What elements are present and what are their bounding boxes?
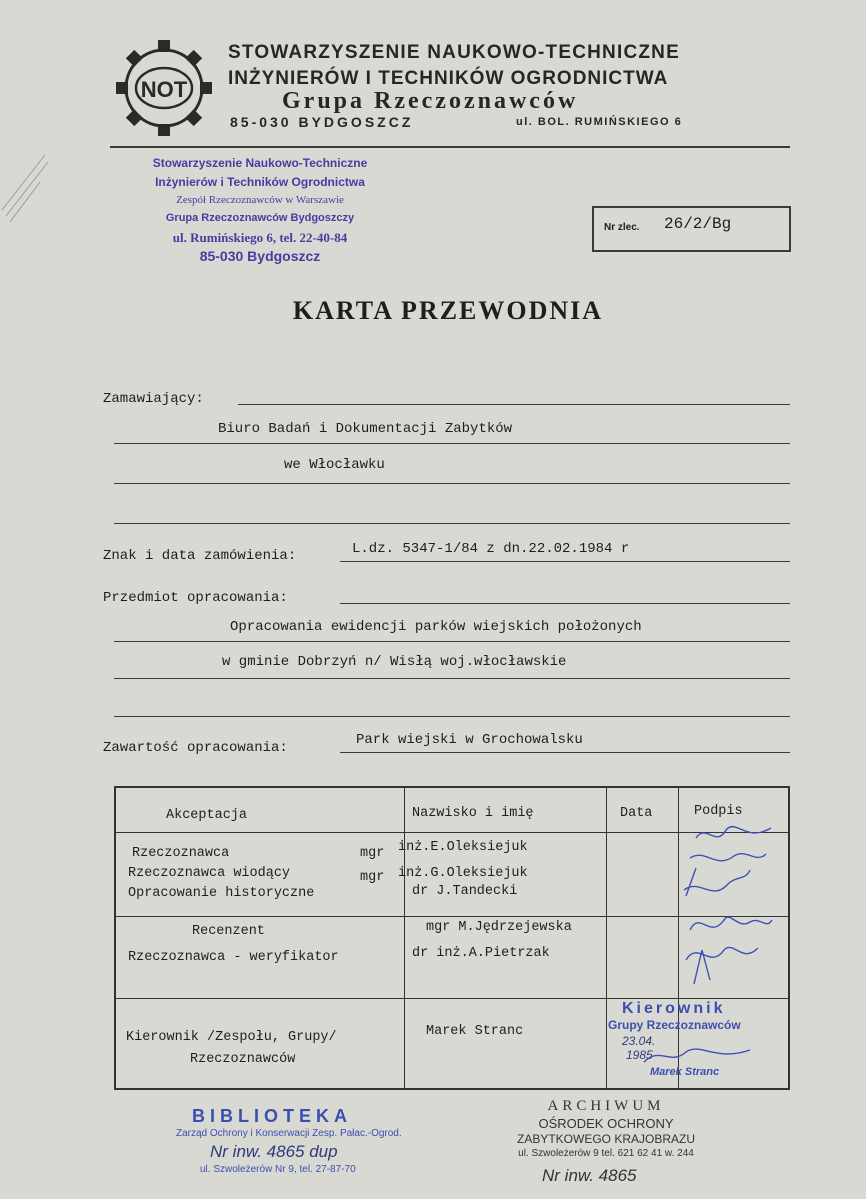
subject-label: Przedmiot opracowania:: [103, 590, 288, 606]
archive-stamp-line2: OŚRODEK OCHRONY: [538, 1116, 674, 1131]
stamp-line2: Inżynierów i Techników Ogrodnictwa: [155, 175, 365, 189]
manager-stamp-title: Kierownik: [622, 1000, 726, 1017]
margin-marks: [0, 150, 60, 230]
name-j-tandecki: dr J.Tandecki: [412, 884, 518, 899]
field-line: [114, 678, 790, 679]
role-expert: Rzeczoznawca: [132, 846, 230, 861]
header-acceptance: Akceptacja: [166, 808, 248, 823]
archive-inventory-handwritten: Nr inw. 4865: [542, 1166, 637, 1185]
role-manager: Kierownik /Zespołu, Grupy/: [126, 1030, 337, 1045]
subject-line1: Opracowania ewidencji parków wiejskich położonych: [230, 619, 642, 635]
role-verifier: Rzeczoznawca - weryfikator: [128, 950, 339, 965]
client-label: Zamawiający:: [103, 391, 204, 407]
header-divider: [110, 146, 790, 148]
subject-line2: w gminie Dobrzyń n/ Wisłą woj.włocławskie: [222, 654, 567, 670]
library-stamp-title: BIBLIOTEKA: [192, 1106, 352, 1126]
name-a-pietrzak: dr inż.A.Pietrzak: [412, 946, 550, 961]
order-label: Znak i data zamówienia:: [103, 548, 297, 564]
library-stamp-org: Zarząd Ochrony i Konserwacji Zesp. Pałac.-Ogrod.: [176, 1128, 402, 1139]
header-street: ul. BOL. RUMIŃSKIEGO 6: [516, 116, 683, 128]
title-mgr: mgr: [360, 846, 385, 861]
order-number-value: 26/2/Bg: [664, 215, 732, 233]
table-col-divider: [404, 788, 405, 1088]
name-m-stranc: Marek Stranc: [426, 1024, 524, 1039]
order-number-label: Nr zlec.: [604, 222, 640, 233]
stamp-line5: ul. Rumińskiego 6, tel. 22-40-84: [172, 230, 348, 245]
field-line: [114, 483, 790, 484]
stamp-line3: Zespół Rzeczoznawców w Warszawie: [176, 194, 344, 206]
table-col-divider: [606, 788, 607, 1088]
client-line2: we Włocławku: [284, 457, 385, 473]
field-line: [340, 561, 790, 562]
name-m-jedrzejewska: mgr M.Jędrzejewska: [426, 920, 572, 935]
document-title: KARTA PRZEWODNIA: [292, 296, 604, 325]
content-value: Park wiejski w Grochowalsku: [356, 732, 583, 748]
header-line3: Grupa Rzeczoznawców: [282, 88, 579, 114]
table-row-divider: [116, 998, 788, 999]
logo-text: NOT: [140, 77, 188, 102]
role-historical: Opracowanie historyczne: [128, 886, 315, 901]
field-line: [114, 523, 790, 524]
not-logo: [112, 36, 216, 140]
role-lead-expert: Rzeczoznawca wiodący: [128, 866, 291, 881]
header-line1: STOWARZYSZENIE NAUKOWO-TECHNICZNE: [228, 42, 680, 63]
role-manager-cont: Rzeczoznawców: [190, 1052, 296, 1067]
archive-stamp-title: ARCHIWUM: [547, 1098, 665, 1114]
client-line1: Biuro Badań i Dokumentacji Zabytków: [218, 421, 513, 437]
field-line: [114, 716, 790, 717]
field-line: [114, 443, 790, 444]
manager-stamp-group: Grupy Rzeczoznawców: [608, 1018, 741, 1032]
manager-stamp-name: Marek Stranc: [650, 1066, 720, 1078]
signature-row1: [676, 818, 786, 908]
header-name: Nazwisko i imię: [412, 806, 534, 821]
field-line: [238, 404, 790, 405]
archive-stamp-address: ul. Szwoleżerów 9 tel. 621 62 41 w. 244: [518, 1148, 694, 1159]
library-stamp-address: ul. Szwoleżerów Nr 9, tel. 27-87-70: [200, 1164, 356, 1175]
stamp-date-day: 23.04.: [622, 1034, 656, 1048]
name-e-oleksiejuk: inż.E.Oleksiejuk: [398, 840, 528, 855]
field-line: [340, 603, 790, 604]
stamp-line6: 85-030 Bydgoszcz: [199, 248, 321, 264]
stamp-line4: Grupa Rzeczoznawców Bydgoszczy: [165, 212, 355, 224]
header-city: 85-030 BYDGOSZCZ: [230, 114, 414, 130]
library-inventory-handwritten: Nr inw. 4865 dup: [210, 1142, 338, 1161]
order-value: L.dz. 5347-1/84 z dn.22.02.1984 r: [352, 541, 630, 557]
header-date: Data: [620, 806, 653, 821]
title-mgr: mgr: [360, 870, 385, 885]
stamp-line1: Stowarzyszenie Naukowo-Techniczne: [152, 156, 368, 170]
header-line2: INŻYNIERÓW I TECHNIKÓW OGRODNICTWA: [228, 68, 669, 89]
stamp-date-year: 1985: [626, 1048, 653, 1062]
content-label: Zawartość opracowania:: [103, 740, 288, 756]
field-line: [114, 641, 790, 642]
archive-stamp-line3: ZABYTKOWEGO KRAJOBRAZU: [516, 1132, 696, 1146]
role-reviewer: Recenzent: [192, 924, 265, 939]
header-signature: Podpis: [694, 804, 743, 819]
name-g-oleksiejuk: inż.G.Oleksiejuk: [398, 866, 528, 881]
signature-row2: [680, 900, 780, 990]
field-line: [340, 752, 790, 753]
